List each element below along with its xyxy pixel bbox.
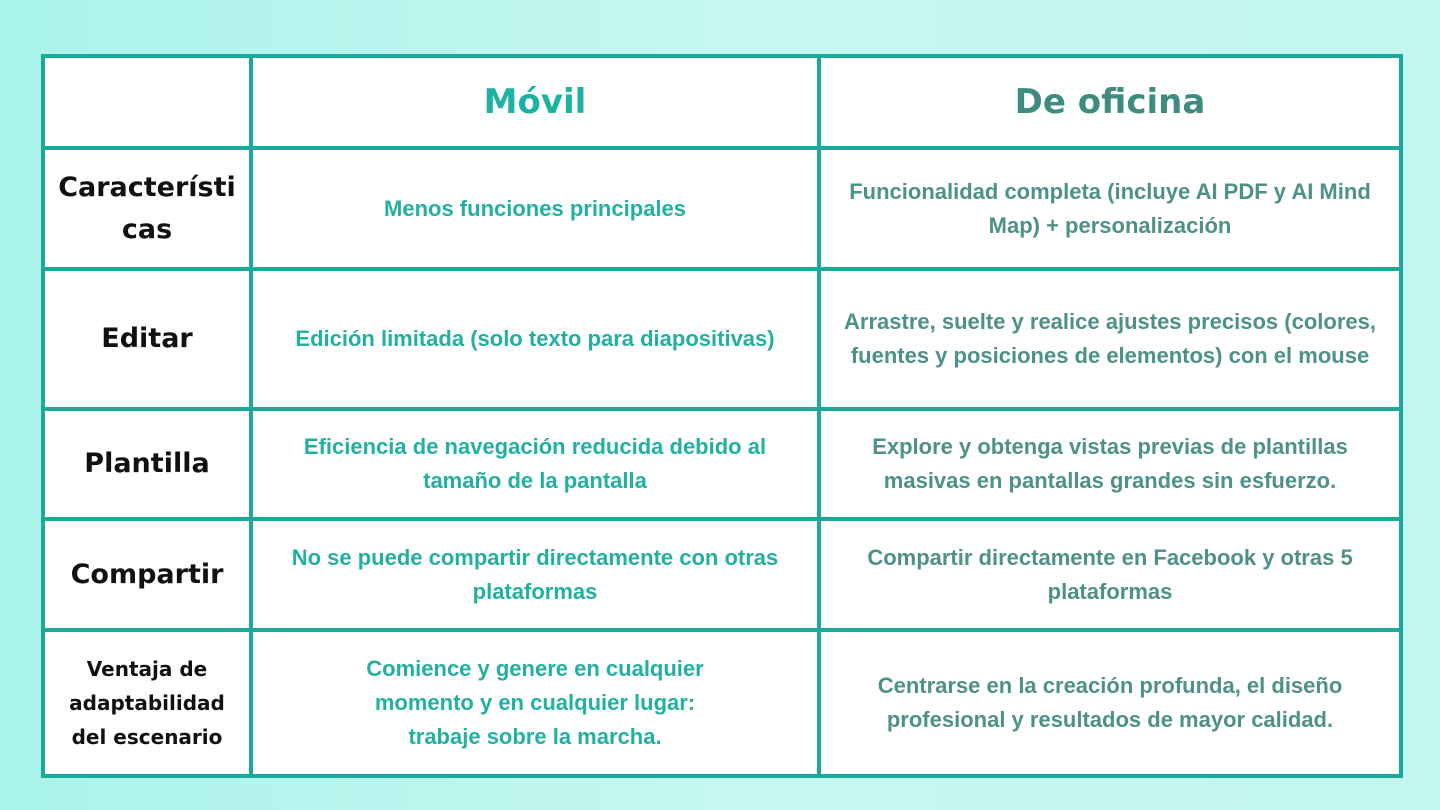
- cell-movil-editar: [251, 269, 819, 409]
- table-header-row: [43, 56, 1401, 148]
- table-row-caracteristicas: [43, 148, 1401, 269]
- cell-oficina-caracteristicas: [819, 148, 1401, 269]
- cell-movil-text: Menos funciones principales: [384, 195, 686, 221]
- table-row-compartir: [43, 519, 1401, 630]
- comparison-table-container: [41, 54, 1399, 774]
- row-label-ventaja: Ventaja de adaptabilidad del escenario: [43, 630, 251, 776]
- table-row-editar: [43, 269, 1401, 409]
- cell-oficina-text: Compartir directamente en Facebook y otras 5 plataformas: [867, 544, 1353, 604]
- cell-oficina-editar: [819, 269, 1401, 409]
- cell-oficina-text: Centrarse en la creación profunda, el diseño profesional y resultados de mayor calidad.: [877, 673, 1343, 732]
- cell-oficina-text: Arrastre, suelte y realice ajustes precisos (colores, fuentes y posiciones de elementos) con el mouse: [844, 309, 1376, 368]
- cell-oficina-ventaja: [819, 630, 1401, 776]
- header-de-oficina: De oficina: [819, 56, 1401, 148]
- header-movil: Móvil: [251, 56, 819, 148]
- header-empty-cell: [43, 56, 251, 148]
- cell-oficina-plantilla: [819, 409, 1401, 519]
- row-label-caracteristicas: Características: [43, 148, 251, 269]
- cell-movil-plantilla: [251, 409, 819, 519]
- cell-movil-text: No se puede compartir directamente con otras plataformas: [291, 544, 779, 604]
- row-label-editar: Editar: [43, 269, 251, 409]
- cell-movil-ventaja: [251, 630, 819, 776]
- cell-movil-caracteristicas: [251, 148, 819, 269]
- cell-movil-text: Edición limitada (solo texto para diapositivas): [295, 326, 775, 351]
- cell-oficina-text: Funcionalidad completa (incluye AI PDF y AI Mind Map) + personalización: [849, 178, 1371, 238]
- comparison-table: [41, 54, 1403, 778]
- cell-movil-text: Eficiencia de navegación reducida debido al tamaño de la pantalla: [303, 434, 767, 493]
- cell-oficina-text: Explore y obtenga vistas previas de plantillas masivas en pantallas grandes sin esfuerzo.: [872, 434, 1348, 493]
- cell-oficina-compartir: [819, 519, 1401, 630]
- table-row-ventaja: [43, 630, 1401, 776]
- row-label-plantilla: Plantilla: [43, 409, 251, 519]
- cell-movil-compartir: [251, 519, 819, 630]
- table-row-plantilla: [43, 409, 1401, 519]
- cell-movil-text: Comience y genere en cualquier momento y en cualquier lugar: trabaje sobre la marcha.: [366, 656, 704, 749]
- row-label-compartir: Compartir: [43, 519, 251, 630]
